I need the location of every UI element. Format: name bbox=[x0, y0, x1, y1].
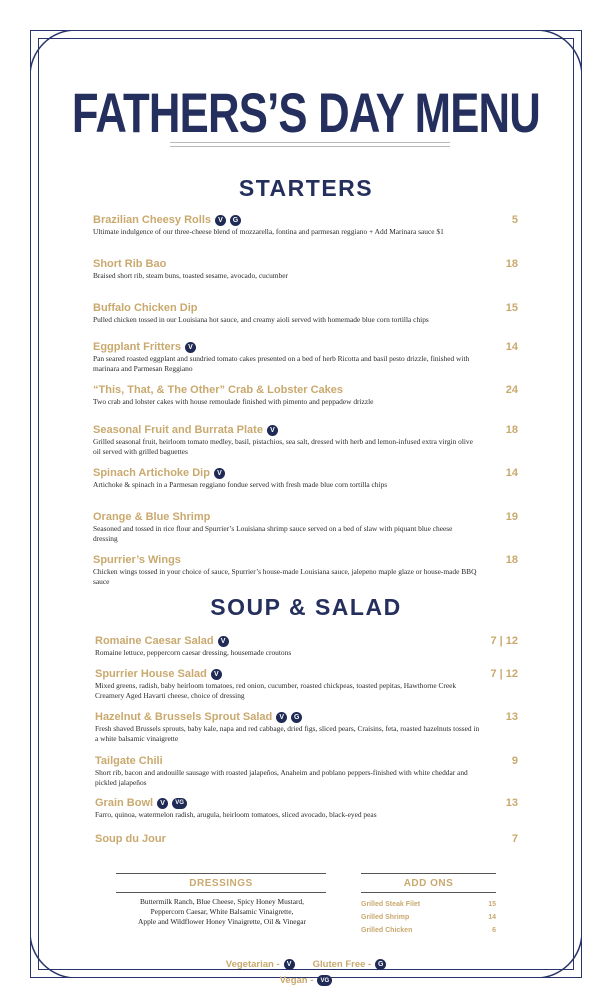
dressings-bottom-rule bbox=[116, 892, 326, 893]
item-name: Short Rib Bao bbox=[93, 258, 167, 270]
menu-item bbox=[95, 635, 518, 658]
item-description: Grilled seasonal fruit, heirloom tomato medley, basil, pistachios, sea salt, dressed with herb and lemon-infused extra virgin olive oil served with grilled baguettes bbox=[93, 437, 473, 456]
item-price: 18 bbox=[505, 554, 518, 566]
menu-item bbox=[95, 797, 518, 820]
item-price: 7 | 12 bbox=[490, 668, 518, 680]
item-price: 18 bbox=[505, 258, 518, 270]
legend-vegetarian-label: Vegetarian - bbox=[225, 959, 280, 970]
vegetarian-icon: V bbox=[284, 959, 295, 970]
vegetarian-icon: V bbox=[276, 712, 287, 723]
corner-ornament-top-left bbox=[30, 30, 76, 76]
corner-ornament-bottom-right bbox=[536, 932, 582, 978]
section-heading-starters: STARTERS bbox=[238, 175, 374, 201]
item-name: Orange & Blue Shrimp bbox=[93, 511, 211, 523]
title-divider bbox=[170, 142, 450, 143]
item-description: Ultimate indulgence of our three-cheese blend of mozzarella, fontina and parmesan reggiano + Add Marinara sauce $1 bbox=[93, 227, 444, 236]
item-price: 24 bbox=[505, 384, 518, 396]
menu-item bbox=[93, 341, 518, 374]
vegetarian-icon: V bbox=[211, 669, 222, 680]
dressings-line: Peppercorn Caesar, White Balsamic Vinaigrette, bbox=[150, 907, 294, 916]
addons-bottom-rule bbox=[361, 892, 496, 893]
item-description: Romaine lettuce, peppercorn caesar dressing, housemade croutons bbox=[95, 648, 292, 657]
vegan-icon: VG bbox=[172, 798, 187, 809]
addons-heading: ADD ONS bbox=[403, 878, 454, 889]
item-price: 18 bbox=[505, 424, 518, 436]
item-description: Pan seared roasted eggplant and sundried tomato cakes presented on a bed of herb Ricotta and basil pesto drizzle, finished with marinara and Parmesan Reggiano bbox=[93, 354, 470, 373]
item-description: Two crab and lobster cakes with house remoulade finished with pimento and peppadew drizzle bbox=[93, 397, 374, 406]
addon-price: 15 bbox=[488, 901, 496, 908]
dressings-line: Buttermilk Ranch, Blue Cheese, Spicy Honey Mustard, bbox=[139, 897, 304, 906]
menu-item bbox=[93, 214, 518, 237]
item-description: Artichoke & spinach in a Parmesan reggiano fondue served with fresh made blue corn tortilla chips bbox=[93, 480, 388, 489]
menu-item bbox=[93, 424, 518, 457]
menu-item bbox=[93, 554, 518, 587]
item-name: Tailgate Chili bbox=[95, 755, 163, 767]
item-name: Spurrier House Salad bbox=[95, 668, 207, 680]
menu-title: FATHERS’S DAY MENU bbox=[71, 81, 541, 144]
menu-item bbox=[95, 833, 518, 845]
title-divider bbox=[170, 146, 450, 147]
item-name: Soup du Jour bbox=[95, 833, 166, 845]
addons-top-rule bbox=[361, 873, 496, 874]
gluten-free-icon: G bbox=[291, 712, 302, 723]
corner-ornament-top-right bbox=[536, 30, 582, 76]
addon-name: Grilled Shrimp bbox=[361, 914, 410, 921]
addon-name: Grilled Chicken bbox=[361, 927, 413, 934]
item-description: Farro, quinoa, watermelon radish, arugula, heirloom tomatoes, sliced avocado, black-eyed peas bbox=[95, 810, 377, 819]
dressings-line: Apple and Wildflower Honey Vinaigrette, Oil & Vinegar bbox=[138, 917, 306, 926]
item-description: Short rib, bacon and andouille sausage with roasted jalapeños, Anaheim and poblano peppers-finished with white cheddar and pickled jalapeños bbox=[95, 768, 468, 787]
item-description: Seasoned and tossed in rice flour and Spurrier’s Louisiana shrimp sauce served on a bed of slaw with piquant blue cheese dressing bbox=[93, 524, 453, 543]
item-price: 13 bbox=[505, 797, 518, 809]
dressings-top-rule bbox=[116, 873, 326, 874]
vegetarian-icon: V bbox=[214, 468, 225, 479]
addon-item bbox=[361, 901, 496, 908]
addon-price: 14 bbox=[488, 914, 496, 921]
addon-name: Grilled Steak Filet bbox=[361, 901, 421, 908]
item-description: Fresh shaved Brussels sprouts, baby kale, napa and red cabbage, dried figs, sliced pears, Craisins, feta, roasted hazelnuts tossed in a white balsamic vinaigrette bbox=[95, 724, 480, 743]
dressings-heading: DRESSINGS bbox=[189, 878, 253, 889]
legend-vegan-label: Vegan - bbox=[279, 975, 314, 986]
corner-ornament-bottom-left bbox=[30, 932, 76, 978]
menu-item bbox=[93, 511, 518, 544]
legend-gluten-free-label: Gluten Free - bbox=[312, 959, 372, 970]
item-name: Eggplant Fritters bbox=[93, 341, 182, 353]
item-description: Pulled chicken tossed in our Louisiana hot sauce, and creamy aioli served with homemade blue corn tortilla chips bbox=[93, 315, 429, 324]
item-price: 14 bbox=[505, 341, 518, 353]
item-price: 14 bbox=[505, 467, 518, 479]
item-price: 5 bbox=[511, 214, 518, 226]
gluten-free-icon: G bbox=[375, 959, 386, 970]
menu-item bbox=[93, 258, 518, 281]
gluten-free-icon: G bbox=[230, 215, 241, 226]
dressings-list bbox=[117, 897, 327, 927]
item-price: 19 bbox=[505, 511, 518, 523]
item-name: Grain Bowl bbox=[95, 797, 154, 809]
item-description: Chicken wings tossed in your choice of sauce, Spurrier’s house-made Louisiana sauce, jalepeno maple glaze or house-made BBQ sauce bbox=[93, 567, 477, 586]
vegetarian-icon: V bbox=[157, 798, 168, 809]
menu-item bbox=[95, 711, 518, 744]
item-price: 7 | 12 bbox=[490, 635, 518, 647]
vegetarian-icon: V bbox=[267, 425, 278, 436]
item-name: Seasonal Fruit and Burrata Plate bbox=[93, 424, 263, 436]
item-description: Mixed greens, radish, baby heirloom tomatoes, red onion, cucumber, roasted chickpeas, toasted pepitas, Hawthorne Creek Creamery Aged Havarti cheese, choice of dressing bbox=[95, 681, 457, 700]
item-name: Romaine Caesar Salad bbox=[95, 635, 214, 647]
item-price: 7 bbox=[511, 833, 518, 845]
section-heading-soup-salad: SOUP & SALAD bbox=[210, 594, 402, 620]
vegetarian-icon: V bbox=[218, 636, 229, 647]
dietary-legend bbox=[0, 959, 612, 970]
item-name: Buffalo Chicken Dip bbox=[93, 302, 198, 314]
menu-item bbox=[93, 384, 518, 407]
item-name: Spurrier’s Wings bbox=[93, 554, 181, 566]
vegetarian-icon: V bbox=[185, 342, 196, 353]
item-name: “This, That, & The Other” Crab & Lobster Cakes bbox=[93, 384, 343, 396]
item-name: Hazelnut & Brussels Sprout Salad bbox=[95, 711, 273, 723]
menu-item bbox=[95, 668, 518, 701]
menu-item bbox=[95, 755, 518, 788]
item-price: 15 bbox=[505, 302, 518, 314]
item-name: Brazilian Cheesy Rolls bbox=[93, 214, 211, 226]
item-description: Braised short rib, steam buns, toasted sesame, avocado, cucumber bbox=[93, 271, 288, 280]
addon-item bbox=[361, 927, 496, 934]
addon-price: 6 bbox=[492, 927, 496, 934]
addon-item bbox=[361, 914, 496, 921]
item-name: Spinach Artichoke Dip bbox=[93, 467, 210, 479]
item-price: 13 bbox=[505, 711, 518, 723]
dietary-legend-vegan bbox=[0, 975, 612, 986]
menu-item bbox=[93, 302, 518, 325]
item-price: 9 bbox=[511, 755, 518, 767]
vegan-icon: VG bbox=[317, 975, 332, 986]
menu-item bbox=[93, 467, 518, 490]
vegetarian-icon: V bbox=[215, 215, 226, 226]
